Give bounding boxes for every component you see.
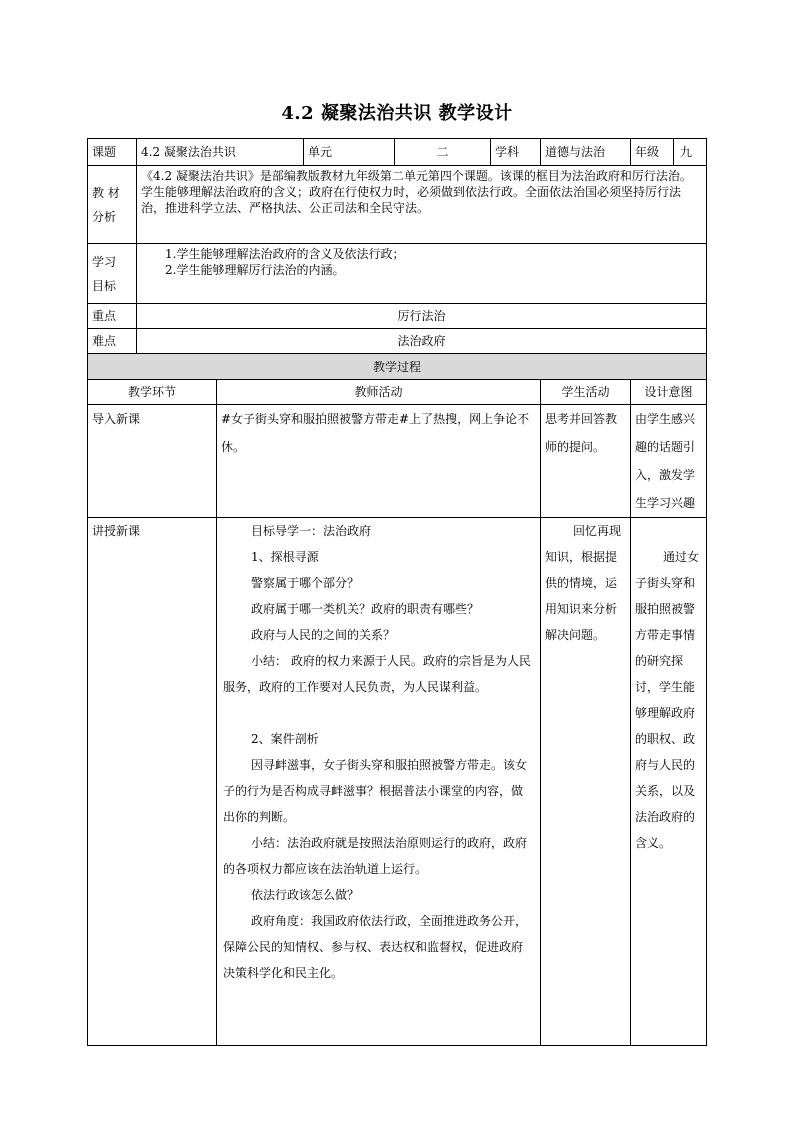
col-intent-header: 设计意图: [631, 380, 707, 405]
lecture-teacher-spacer: [223, 700, 534, 726]
col-teacher-header: 教师活动: [217, 380, 541, 405]
goals-row: [88, 244, 707, 304]
lecture-teacher-line: 目标导学一：法治政府: [251, 524, 372, 538]
key-point-value: 厉行法治: [137, 304, 707, 329]
document-title: 4.2 凝聚法治共识 教学设计: [281, 103, 513, 124]
lecture-student: 回忆再现知识，根据提供的情境，运用知识来分析解决问题。: [541, 518, 631, 1046]
intro-row: [88, 405, 707, 518]
column-header-row: [88, 380, 707, 405]
goal-item: 2.学生能够理解厉行法治的内涵。: [165, 263, 345, 277]
lecture-teacher: [217, 518, 541, 1046]
lecture-teacher-line: 政府角度：我国政府依法行政，全面推进政务公开，保障公民的知情权、参与权、表达权和监督权，促进政府决策科学化和民主化。: [223, 914, 528, 980]
lecture-row: [88, 518, 707, 1046]
key-point-row: [88, 304, 707, 329]
analysis-row: [88, 166, 707, 244]
lecture-stage: 讲授新课: [88, 518, 217, 1046]
intro-stage: 导入新课: [88, 405, 217, 518]
col-stage-header: 教学环节: [88, 380, 217, 405]
goals-label: 学习 目标: [88, 244, 137, 304]
unit-label: 单元: [304, 139, 395, 166]
col-student-header: 学生活动: [541, 380, 631, 405]
analysis-text: 《4.2 凝聚法治共识》是部编教版教材九年级第二单元第四个课题。该课的框目为法治政府和厉行法治。学生能够理解法治政府的含义；政府在行使权力时，必须做到依法行政。全面依法治国必须坚持厉行法治，推进科学立法、严格执法、公正司法和全民守法。: [137, 166, 707, 244]
lecture-teacher-line: 小结：法治政府就是按照法治原则运行的政府，政府的各项权力都应该在法治轨道上运行。: [223, 836, 528, 876]
lecture-teacher-line: 因寻衅滋事，女子街头穿和服拍照被警方带走。该女子的行为是否构成寻衅滋事？根据普法小课堂的内容，做出你的判断。: [223, 758, 528, 824]
grade-cell: [631, 139, 707, 166]
subject-value: 道德与法治: [541, 139, 631, 166]
grade-value: 九: [680, 145, 693, 159]
analysis-label: 教 材 分析: [88, 166, 137, 244]
difficulty-value: 法治政府: [137, 329, 707, 354]
topic-label: 课题: [88, 139, 137, 166]
unit-value: 二: [395, 139, 491, 166]
topic-row: [88, 139, 707, 166]
process-header: 教学过程: [88, 354, 707, 380]
topic-value: 4.2 凝聚法治共识: [137, 139, 304, 166]
difficulty-label: 难点: [88, 329, 137, 354]
lecture-teacher-line: 2、案件剖析: [251, 732, 319, 746]
difficulty-row: [88, 329, 707, 354]
lecture-teacher-line: 1、探根寻源: [251, 550, 319, 564]
grade-label: 年级: [631, 139, 674, 165]
goal-item: 1.学生能够理解法治政府的含义及依法行政；: [165, 247, 405, 261]
process-header-row: [88, 354, 707, 380]
key-point-label: 重点: [88, 304, 137, 329]
lecture-teacher-line: 小结： 政府的权力来源于人民。政府的宗旨是为人民服务，政府的工作要对人民负责，为人民谋利益。: [223, 654, 531, 694]
lecture-teacher-line: 政府与人民的之间的关系？: [251, 628, 396, 642]
lecture-teacher-line: 警察属于哪个部分？: [251, 576, 360, 590]
lecture-intent: 通过女子街头穿和服拍照被警方带走事情的研究探讨，学生能够理解政府的职权、政府与人民的关系，以及法治政府的含义。: [631, 518, 707, 1046]
intro-intent: 由学生感兴趣的话题引入，激发学生学习兴趣: [631, 405, 707, 518]
lecture-teacher-line: 依法行政该怎么做？: [251, 888, 360, 902]
subject-label: 学科: [491, 139, 541, 166]
goals-list: [137, 244, 707, 304]
intro-student: 思考并回答教师的提问。: [541, 405, 631, 518]
lesson-plan-table: [87, 138, 707, 1046]
lecture-teacher-line: 政府属于哪一类机关？政府的职责有哪些？: [251, 602, 480, 616]
intro-teacher: #女子街头穿和服拍照被警方带走#上了热搜，网上争论不休。: [217, 405, 541, 518]
